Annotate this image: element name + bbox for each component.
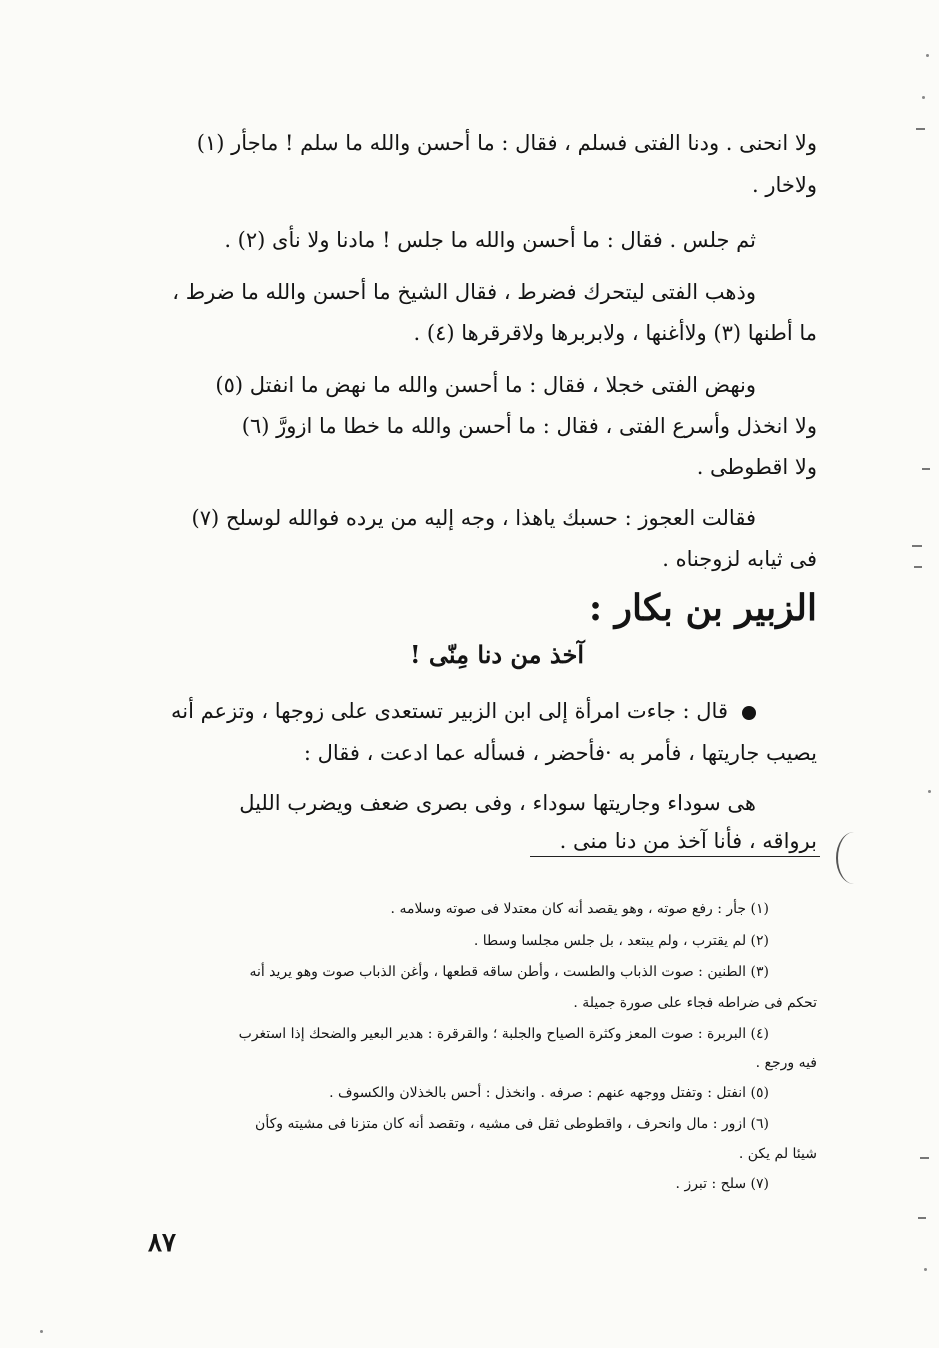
section-line-3: هى سوداء وجاريتها سوداء ، وفى بصرى ضعف ويضرب الليل (239, 791, 756, 815)
footnote-6-cont: شيئا لم يكن . (738, 1146, 817, 1162)
section-line-1 (171, 696, 756, 726)
footnote-3-cont: تحكم فى ضراطه فجاء على صورة جميلة . (573, 995, 817, 1011)
body-line-10: فى ثيابه لزوجناه . (662, 547, 817, 571)
scan-mark (912, 545, 922, 547)
scan-dot (928, 790, 931, 793)
body-line-4: وذهب الفتى ليتحرك فضرط ، فقال الشيخ ما أحسن والله ما ضرط ، (172, 280, 756, 304)
footnote-5: (٥) انفتل : وتفتل ووجهه عنهم : صرفه . وانخذل : أحس بالخذلان والكسوف . (329, 1085, 769, 1101)
margin-pencil-arc (836, 832, 872, 884)
footnote-2: (٢) لم يقترب ، ولم يبتعد ، بل جلس مجلسا وسطا . (473, 933, 769, 949)
body-line-5: ما أطنها (٣) ولاأغنها ، ولابربرها ولاقرقرها (٤) . (413, 321, 817, 345)
page-number: ٨٧ (148, 1228, 176, 1258)
scan-dot (40, 1330, 43, 1333)
scan-mark (916, 128, 925, 130)
section-subheading: آخذ من دنا مِنّى ! (410, 640, 584, 669)
body-line-8: ولا اقطوطى . (696, 455, 817, 479)
footnote-3: (٣) الطنين : صوت الذباب والطست ، وأطن ساقه قطعها ، وأغن الذباب صوت وهو يريد أنه (249, 964, 769, 980)
scan-mark (922, 468, 930, 470)
footnote-4-cont: فيه ورجع . (755, 1055, 817, 1071)
scan-mark (914, 566, 922, 568)
footnote-1: (١) جأر : رفع صوته ، وهو يقصد أنه كان معتدلا فى صوته وسلامه . (390, 901, 769, 917)
body-line-2: ولاخار . (752, 173, 817, 197)
scan-dot (922, 96, 925, 99)
scan-dot (926, 54, 929, 57)
scan-mark (920, 1157, 929, 1159)
footnote-4: (٤) البربرة : صوت المعز وكثرة الصياح والجلبة ؛ والقرقرة : هدير البعير والضحك إذا استغرب (238, 1026, 769, 1042)
footnote-6: (٦) ازور : مال وانحرف ، واقطوطى ثقل فى مشيه ، وتقصد أنه كان متزنا فى مشيته وكأن (255, 1116, 769, 1132)
body-line-1: ولا انحنى . ودنا الفتى فسلم ، فقال : ما أحسن والله ما سلم ! ماجأر (١) (196, 131, 817, 155)
section-heading: الزبير بن بكار : (588, 587, 817, 629)
hand-underline (530, 856, 820, 857)
body-line-7: ولا انخذل وأسرع الفتى ، فقال : ما أحسن والله ما خطا ما ازورَّ (٦) (241, 414, 817, 438)
scan-dot (924, 1268, 927, 1271)
footnote-7: (٧) سلح : تبرز . (675, 1176, 769, 1192)
section-line-2: يصيب جاريتها ، فأمر به ·فأحضر ، فسأله عما ادعت ، فقال : (303, 741, 817, 765)
body-line-6: ونهض الفتى خجلا ، فقال : ما أحسن والله ما نهض ما انفتل (٥) (215, 373, 756, 397)
section-line-1-text: قال : جاءت امرأة إلى ابن الزبير تستعدى على زوجها ، وتزعم أنه (170, 699, 728, 723)
scan-mark (918, 1217, 926, 1219)
body-line-9: فقالت العجوز : حسبك ياهذا ، وجه إليه من يرده فوالله لوسلح (٧) (191, 506, 756, 530)
body-line-3: ثم جلس . فقال : ما أحسن والله ما جلس ! مادنا ولا نأى (٢) . (224, 228, 756, 252)
bullet-icon (742, 706, 756, 720)
section-line-4: برواقه ، فأنا آخذ من دنا منى . (559, 829, 817, 853)
